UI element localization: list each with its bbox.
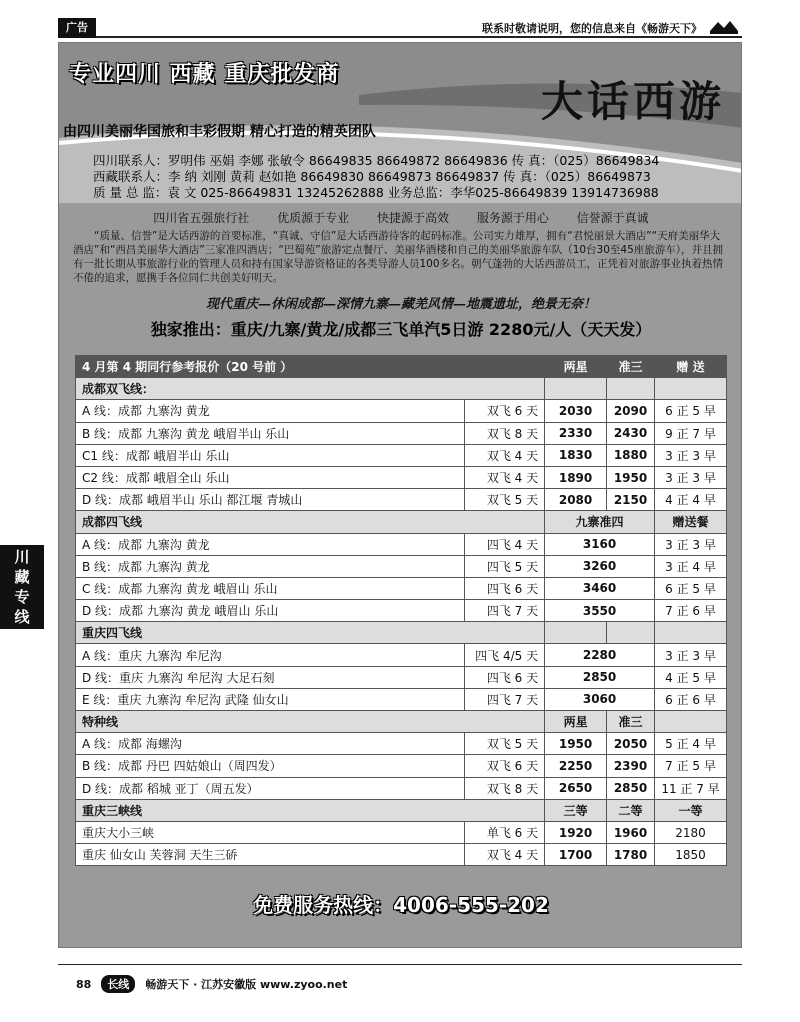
side-tab-char: 专	[14, 588, 30, 606]
gift-cell: 6 正 6 早	[655, 688, 727, 710]
price-cell: 1950	[607, 466, 655, 488]
contact-line: 质 量 总 监：袁 文 025-86649831 13245262888 业务总监：李华025-86649839 13914736988	[93, 185, 659, 200]
route-cell: A 线：成都 九寨沟 黄龙	[76, 400, 465, 422]
duration-cell: 双飞 5 天	[465, 489, 545, 511]
duration-cell: 双飞 8 天	[465, 422, 545, 444]
brand-logo: 大话西游	[540, 77, 725, 126]
price-cell: 1950	[545, 733, 607, 755]
price-cell: 2080	[545, 489, 607, 511]
col-header	[607, 622, 655, 644]
route-cell: E 线：重庆 九寨沟 牟尼沟 武隆 仙女山	[76, 688, 465, 710]
route-cell: D 线：成都 九寨沟 黄龙 峨眉山 乐山	[76, 600, 465, 622]
slogan: 四川省五强旅行社	[153, 211, 250, 225]
price-cell: 1920	[545, 821, 607, 843]
duration-cell: 四飞 4 天	[465, 533, 545, 555]
hero-title: 专业四川 西藏 重庆批发商	[69, 62, 340, 87]
table-row	[76, 666, 727, 688]
gift-cell: 3 正 3 早	[655, 466, 727, 488]
section-title: 成都四飞线	[76, 511, 545, 533]
price-cell: 2090	[607, 400, 655, 422]
price-cell: 3060	[545, 688, 655, 710]
table-row	[76, 533, 727, 555]
route-cell: A 线：成都 海螺沟	[76, 733, 465, 755]
slogan-row	[59, 209, 742, 226]
table-row	[76, 422, 727, 444]
price-cell: 3460	[545, 577, 655, 599]
table-header-row	[76, 356, 727, 378]
route-cell: D 线：重庆 九寨沟 牟尼沟 大足石刻	[76, 666, 465, 688]
page-footer	[76, 975, 347, 993]
side-tab-char: 线	[14, 608, 30, 626]
duration-cell: 双飞 4 天	[465, 466, 545, 488]
col-header: 一等	[655, 799, 727, 821]
section-header-row	[76, 711, 727, 733]
section-header-row	[76, 511, 727, 533]
col-header: 两星	[545, 356, 607, 378]
gift-cell: 3 正 3 早	[655, 644, 727, 666]
gift-cell: 3 正 3 早	[655, 533, 727, 555]
gift-cell: 11 正 7 早	[655, 777, 727, 799]
gift-cell: 6 正 5 早	[655, 577, 727, 599]
table-row	[76, 821, 727, 843]
side-section-tab	[0, 545, 44, 629]
duration-cell: 四飞 5 天	[465, 555, 545, 577]
price-cell: 1880	[607, 444, 655, 466]
duration-cell: 双飞 4 天	[465, 444, 545, 466]
col-header	[545, 622, 607, 644]
slogan: 信誉源于真诚	[576, 211, 649, 225]
gift-cell: 6 正 5 早	[655, 400, 727, 422]
route-cell: A 线：重庆 九寨沟 牟尼沟	[76, 644, 465, 666]
col-header: 准三	[607, 356, 655, 378]
duration-cell: 双飞 4 天	[465, 844, 545, 866]
gift-cell: 7 正 6 早	[655, 600, 727, 622]
table-row	[76, 600, 727, 622]
table-row	[76, 777, 727, 799]
table-row	[76, 466, 727, 488]
gift-cell: 2180	[655, 821, 727, 843]
magazine-logo-icon	[708, 19, 740, 35]
gift-cell: 4 正 5 早	[655, 666, 727, 688]
duration-cell: 四飞 6 天	[465, 577, 545, 599]
col-header	[655, 378, 727, 400]
contact-block	[93, 153, 659, 201]
route-cell: B 线：成都 丹巴 四姑娘山（周四发）	[76, 755, 465, 777]
section-title: 成都双飞线：	[76, 378, 545, 400]
duration-cell: 四飞 7 天	[465, 688, 545, 710]
duration-cell: 四飞 6 天	[465, 666, 545, 688]
route-cell: 重庆 仙女山 芙蓉洞 天生三硚	[76, 844, 465, 866]
price-cell: 2850	[545, 666, 655, 688]
table-row	[76, 489, 727, 511]
col-header: 赠送餐	[655, 511, 727, 533]
price-cell: 1780	[607, 844, 655, 866]
price-cell: 2030	[545, 400, 607, 422]
top-bar	[58, 18, 742, 38]
price-cell: 1830	[545, 444, 607, 466]
price-cell: 2050	[607, 733, 655, 755]
advertisement-page	[58, 42, 742, 948]
route-cell: D 线：成都 稻城 亚丁（周五发）	[76, 777, 465, 799]
price-cell: 2330	[545, 422, 607, 444]
company-intro: “质量、信誉”是大话西游的首要标准，“真诚、守信”是大话西游待客的起码标准。公司实力雄厚，拥有“君悦丽景大酒店”“天府美丽华大酒店”和“西昌美丽华大酒店”三家准四酒店；“巴蜀苑”旅游定点餐厅、美丽华酒楼和自己的美丽华旅游车队（10台30至45座旅游车），并且拥有一批长期从事旅游行业的管理人员和持有国家导游资格证的各类导游人员100多名。朝气蓬勃的大话西游员工，正凭着对旅游事业执着热情不倦的追求，愿携手各位同仁共创美好明天。	[73, 230, 724, 284]
gift-cell: 7 正 5 早	[655, 755, 727, 777]
table-row	[76, 444, 727, 466]
side-tab-char: 藏	[14, 568, 30, 586]
section-tag: 长线	[101, 975, 135, 993]
route-cell: B 线：成都 九寨沟 黄龙	[76, 555, 465, 577]
section-title: 重庆三峡线	[76, 799, 545, 821]
route-cell: A 线：成都 九寨沟 黄龙	[76, 533, 465, 555]
route-cell: 重庆大小三峡	[76, 821, 465, 843]
table-row	[76, 755, 727, 777]
route-cell: C1 线：成都 峨眉半山 乐山	[76, 444, 465, 466]
section-header-row	[76, 622, 727, 644]
route-tagline: 现代重庆—休闲成都—深情九寨—藏羌风情—地震遗址，绝景无奈！	[205, 297, 596, 312]
duration-cell: 双飞 5 天	[465, 733, 545, 755]
col-header	[545, 378, 607, 400]
col-header	[607, 378, 655, 400]
col-header: 两星	[545, 711, 607, 733]
price-cell: 2150	[607, 489, 655, 511]
table-row	[76, 844, 727, 866]
col-header: 二等	[607, 799, 655, 821]
col-header: 准三	[607, 711, 655, 733]
duration-cell: 双飞 6 天	[465, 755, 545, 777]
gift-cell: 4 正 4 早	[655, 489, 727, 511]
price-cell: 2650	[545, 777, 607, 799]
gift-cell: 3 正 3 早	[655, 444, 727, 466]
route-cell: B 线：成都 九寨沟 黄龙 峨眉半山 乐山	[76, 422, 465, 444]
slogan: 快捷源于高效	[376, 211, 449, 225]
price-cell: 3260	[545, 555, 655, 577]
duration-cell: 四飞 7 天	[465, 600, 545, 622]
price-table	[75, 355, 727, 866]
section-title: 重庆四飞线	[76, 622, 545, 644]
col-header: 三等	[545, 799, 607, 821]
contact-line: 四川联系人：罗明伟 巫娟 李娜 张敏令 86649835 86649872 86649836 传 真：（025）86649834	[93, 153, 660, 168]
exclusive-offer: 独家推出：重庆/九寨/黄龙/成都三飞单汽5日游 2280元/人（天天发）	[150, 320, 652, 339]
section-title: 特种线	[76, 711, 545, 733]
route-cell: C2 线：成都 峨眉全山 乐山	[76, 466, 465, 488]
price-cell: 3550	[545, 600, 655, 622]
hero-subtitle: 由四川美丽华国旅和丰彩假期 精心打造的精英团队	[63, 124, 376, 140]
table-row	[76, 555, 727, 577]
gift-cell: 9 正 7 早	[655, 422, 727, 444]
price-cell: 2430	[607, 422, 655, 444]
page-number: 88	[76, 977, 92, 991]
col-header: 九寨准四	[545, 511, 655, 533]
table-title: 4 月第 4 期同行参考报价（20 号前 ）	[76, 356, 545, 378]
price-cell: 1890	[545, 466, 607, 488]
price-cell: 1700	[545, 844, 607, 866]
publication-info: 畅游天下 · 江苏安徽版 www.zyoo.net	[145, 978, 348, 991]
gift-cell: 1850	[655, 844, 727, 866]
price-cell: 2280	[545, 644, 655, 666]
table-row	[76, 644, 727, 666]
hero-banner	[59, 43, 742, 203]
side-tab-char: 川	[14, 548, 30, 566]
section-header-row	[76, 799, 727, 821]
price-cell: 2850	[607, 777, 655, 799]
slogan: 服务源于用心	[476, 211, 549, 225]
footer-divider	[58, 964, 742, 965]
price-cell: 1960	[607, 821, 655, 843]
gift-cell: 5 正 4 早	[655, 733, 727, 755]
hotline: 免费服务热线：4006-555-202	[253, 893, 549, 917]
section-header-row	[76, 378, 727, 400]
slogan: 优质源于专业	[277, 211, 350, 225]
duration-cell: 双飞 8 天	[465, 777, 545, 799]
table-row	[76, 400, 727, 422]
duration-cell: 单飞 6 天	[465, 821, 545, 843]
source-notice: 联系时敬请说明，您的信息来自《畅游天下》	[482, 22, 702, 35]
gift-cell: 3 正 4 早	[655, 555, 727, 577]
route-cell: D 线：成都 峨眉半山 乐山 都江堰 青城山	[76, 489, 465, 511]
col-header	[655, 711, 727, 733]
price-cell: 2390	[607, 755, 655, 777]
duration-cell: 双飞 6 天	[465, 400, 545, 422]
price-cell: 2250	[545, 755, 607, 777]
col-header: 赠 送	[655, 356, 727, 378]
col-header	[655, 622, 727, 644]
table-row	[76, 577, 727, 599]
price-cell: 3160	[545, 533, 655, 555]
route-cell: C 线：成都 九寨沟 黄龙 峨眉山 乐山	[76, 577, 465, 599]
contact-line: 西藏联系人：李 纳 刘刚 黄莉 赵如艳 86649830 86649873 86649837 传 真：（025）86649873	[93, 169, 651, 184]
duration-cell: 四飞 4/5 天	[465, 644, 545, 666]
table-row	[76, 733, 727, 755]
ad-tag: 广告	[58, 18, 96, 38]
table-row	[76, 688, 727, 710]
